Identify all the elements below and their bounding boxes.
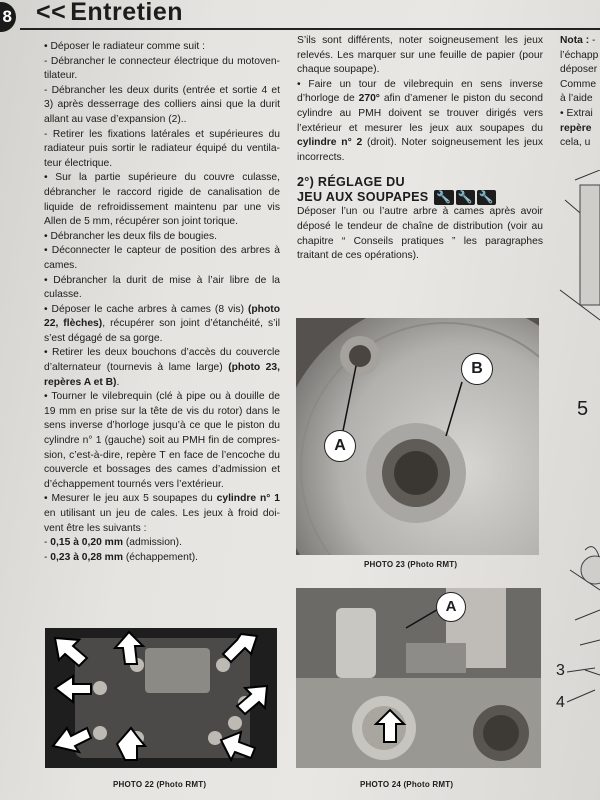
wrench-icon: 🔧 <box>478 190 495 205</box>
photo-24 <box>296 588 541 768</box>
photo-24-caption: PHOTO 24 (Photo RMT) <box>360 780 454 789</box>
header-rule <box>20 28 600 30</box>
paragraph: • Faire un tour de vilebrequin en sens inverse d’horloge de 270° afin d’amener le piston du second cylindre au PMH doivent se trouver dirigés vers l’extérieur et mesurer les jeux aux soupapes du cylindre n° 2 (droit). Noter soigneusement les jeux incorrects. <box>297 78 544 163</box>
photo-23 <box>296 318 539 555</box>
chevron-icon: << <box>36 0 67 26</box>
paragraph: • Débrancher les deux fils de bougies. <box>44 230 218 242</box>
paragraph: Comme <box>560 78 597 90</box>
text-column-right <box>560 34 600 151</box>
paragraph: repère <box>560 122 592 134</box>
paragraph: cela, u <box>560 137 591 149</box>
paragraph: • Déconnecter le capteur de position des arbres à cames. <box>44 245 280 271</box>
paragraph: - Débrancher les deux durits (entrée et sortie 4 et 3) après desserrage des colliers ainsi que la durit allant au vase d’expansion (2).. <box>44 84 280 125</box>
paragraph: l’échapp <box>560 49 599 61</box>
paragraph: - 0,15 à 0,20 mm (admission). <box>44 537 182 549</box>
callout-4: 4 <box>556 694 565 711</box>
paragraph: - Débrancher le connecteur électrique du motoven-tilateur. <box>44 55 280 82</box>
callout-3: 3 <box>556 662 565 679</box>
paragraph: - 0,23 à 0,28 mm (échappement). <box>44 551 198 563</box>
marker-b: B <box>461 353 493 385</box>
page-title: Entretien <box>70 0 184 26</box>
paragraph: - Retirer les fixations latérales et supérieures du radiateur puis sortir le radiateur équipé du ventila-teur électrique. <box>44 128 280 169</box>
paragraph: • Déposer le radiateur comme suit : <box>44 41 205 52</box>
paragraph: • Tourner le vilebrequin (clé à pipe ou à douille de 19 mm en prise sur la tête de vis du rotor) dans le sens inverse d’horloge jusqu’à ce que le piston du cylindre n° 1 (gauche) soit au PMH fin de compres-sion, c’est-à-dire, repère T en face de l’encoche du couvercle et bossages des cames d’admission et d’échappement tournés vers l’extérieur. <box>44 391 280 490</box>
paragraph: • Mesurer le jeu aux 5 soupapes du cylindre n° 1 en utilisant un jeu de cales. Les jeux à froid doi-vent être les suivants : <box>44 493 280 534</box>
paragraph: • Retirer les deux bouchons d’accès du couvercle d’alternateur (tournevis à lame large) (photo 23, repères A et B). <box>44 347 280 388</box>
photo-22-caption: PHOTO 22 (Photo RMT) <box>113 780 207 789</box>
cylinder-head-cover-image <box>45 628 277 768</box>
wrench-icon: 🔧 <box>457 190 473 205</box>
camshaft-area-image <box>296 588 541 768</box>
paragraph: Déposer l’un ou l’autre arbre à cames après avoir déposé le tendeur de chaîne de distribution (voir au chapitre “ Conseils pratiques ” les paragraphes traitant de ces opérations). <box>297 206 543 262</box>
marker-a: A <box>324 430 356 462</box>
text-column-left <box>44 40 280 565</box>
paragraph: S’ils sont différents, noter soigneusement les jeux relevés. Les marquer sur une feuille de papier (pour chaque soupape). <box>297 35 543 76</box>
page-header <box>36 0 183 27</box>
paragraph: • Débrancher la durit de mise à l’air libre de la culasse. <box>44 274 280 301</box>
photo-22 <box>45 628 277 768</box>
photo-23-caption: PHOTO 23 (Photo RMT) <box>364 560 458 569</box>
page-number: 8 <box>0 2 16 32</box>
section-heading: 2°) RÉGLAGE DU JEU AUX SOUPAPES 🔧 🔧 🔧 <box>297 175 495 205</box>
paragraph: • Sur la partie supérieure du couvre culasse, débrancher le raccord rigide de canalisation de liquide de refroidissement maintenu par une vis Allen de 5 mm, récupérer son joint torique. <box>44 172 280 228</box>
paragraph: déposer <box>560 64 598 76</box>
wrench-icon: 🔧 <box>436 190 452 205</box>
paragraph: à l’aide <box>560 93 593 105</box>
text-column-middle <box>297 34 543 264</box>
callout-5: 5 <box>577 398 589 420</box>
marker-a: A <box>436 592 466 622</box>
paragraph: Nota : - <box>560 35 596 46</box>
paragraph: • Extrai <box>560 107 593 119</box>
diagram-fragment <box>555 170 600 730</box>
paragraph: • Déposer le cache arbres à cames (8 vis) (photo 22, flèches), récupérer son joint d’étanchéité, s’il s’est dégagé de sa gorge. <box>44 303 280 344</box>
